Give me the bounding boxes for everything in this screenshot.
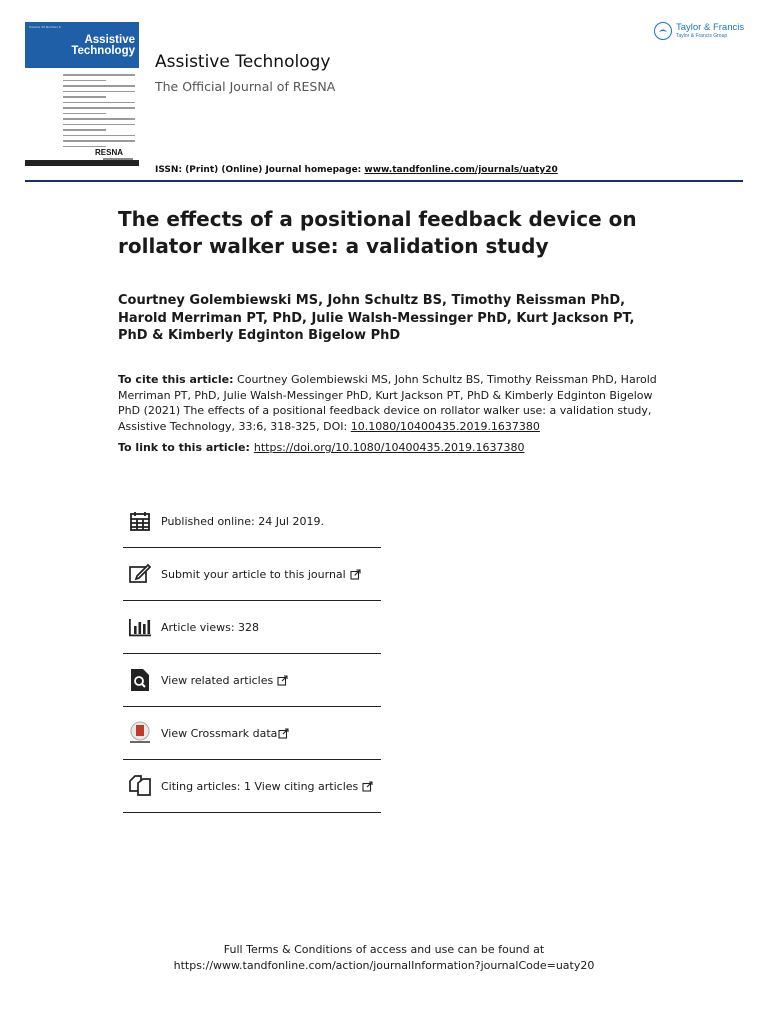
cover-contents — [63, 74, 135, 151]
crossmark-link[interactable]: View Crossmark data — [161, 726, 278, 740]
article-authors: Courtney Golembiewski MS, John Schultz BS, Timothy Reissman PhD, Harold Merriman PT, PhD, Julie Walsh-Messinger PhD, Kurt Jackson PT, PhD & Kimberly Edginton Bigelow PhD — [118, 293, 635, 343]
related-row[interactable] — [123, 654, 381, 707]
crossmark-row[interactable] — [123, 707, 381, 760]
calendar-icon — [127, 508, 153, 534]
submit-row[interactable] — [123, 548, 381, 601]
crossmark-icon — [127, 720, 153, 746]
citation-doi-link[interactable]: 10.1080/10400435.2019.1637380 — [350, 419, 540, 433]
journal-homepage-link[interactable]: www.tandfonline.com/journals/uaty20 — [364, 165, 558, 175]
article-link — [118, 440, 658, 456]
taylor-francis-icon — [654, 22, 672, 40]
journal-subtitle: The Official Journal of RESNA — [155, 79, 336, 94]
cover-society: RESNA — [95, 148, 124, 157]
views-row — [123, 601, 381, 654]
terms-link[interactable]: https://www.tandfonline.com/action/journalInformation?journalCode=uaty20 — [173, 959, 595, 972]
published-row — [123, 495, 381, 548]
issn-label: ISSN: (Print) (Online) Journal homepage: — [155, 165, 362, 175]
citation-text: Courtney Golembiewski MS, John Schultz BS, Timothy Reissman PhD, Harold Merriman PT, PhD, Julie Walsh-Messinger PhD, Kurt Jackson PT, PhD & Kimberly Edginton Bigelow PhD (2021) The effects of a positional feedback device on rollator walker use: a validation study, Assistive Technology, 33:6, 318-325, DOI: — [118, 373, 657, 433]
cover-title: Assistive Technology — [71, 34, 135, 57]
external-link-icon — [362, 777, 373, 796]
article-title: The effects of a positional feedback device on rollator walker use: a validation study — [118, 207, 637, 258]
edit-icon — [127, 561, 153, 587]
external-link-icon — [350, 565, 361, 584]
citing-articles-icon — [127, 773, 153, 799]
issn-line — [155, 165, 558, 175]
publisher-logo[interactable] — [654, 22, 744, 40]
citing-row[interactable] — [123, 760, 381, 813]
terms-text: Full Terms & Conditions of access and use can be found at — [223, 943, 545, 956]
external-link-icon — [277, 671, 288, 690]
journal-cover — [25, 22, 139, 166]
publisher-group: Taylor & Francis Group — [676, 32, 728, 39]
related-articles-link[interactable]: View related articles — [161, 673, 274, 687]
article-info-list — [123, 495, 381, 813]
bar-chart-icon — [127, 614, 153, 640]
citing-articles-link[interactable]: Citing articles: 1 View citing articles — [161, 779, 359, 793]
cover-band — [25, 22, 139, 68]
journal-title: Assistive Technology — [155, 52, 331, 72]
doi-link[interactable]: https://doi.org/10.1080/10400435.2019.1637380 — [253, 441, 525, 454]
cover-issue: Volume 33 Number 6 — [29, 25, 61, 29]
header-divider — [25, 180, 743, 182]
terms-footer — [0, 942, 768, 974]
published-date: Published online: 24 Jul 2019. — [161, 514, 324, 528]
publisher-name: Taylor & Francis — [676, 22, 745, 34]
document-search-icon — [127, 667, 153, 693]
cover-footer — [25, 160, 139, 166]
citation — [118, 372, 658, 434]
link-label: To link to this article: — [118, 441, 250, 454]
submit-article-link[interactable]: Submit your article to this journal — [161, 567, 346, 581]
citation-label: To cite this article: — [118, 373, 234, 386]
article-views: Article views: 328 — [161, 620, 260, 634]
external-link-icon — [278, 724, 289, 743]
